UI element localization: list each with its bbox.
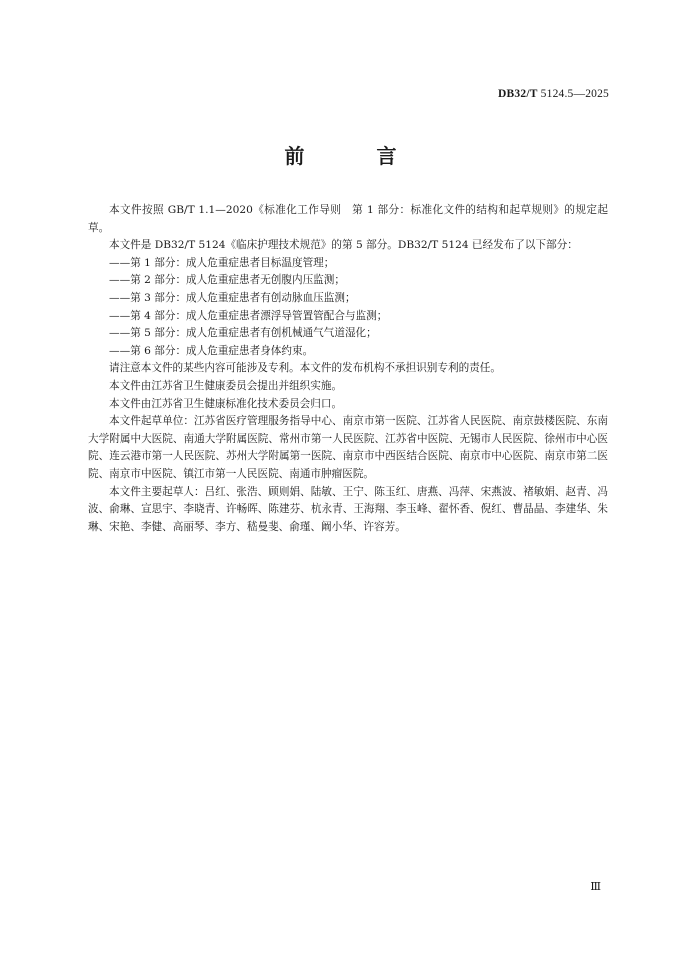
paragraph-drafters: 本文件主要起草人：吕红、张浩、顾则娟、陆敏、王宁、陈玉红、唐燕、冯萍、宋燕波、褚敏娟、赵青、冯波、俞琳、宣思宇、李晓青、许畅晖、陈建芬、杭永青、王海翔、李玉峰、翟怀香、倪红、曹晶晶、李建华、朱琳、宋艳、李健、高丽琴、李方、嵇曼斐、俞瑾、阚小华、许容芳。 (88, 485, 608, 533)
paragraph-technical-committee: 本文件由江苏省卫生健康标准化技术委员会归口。 (109, 397, 343, 410)
paragraph-drafting-basis: 本文件按照 GB/T 1.1—2020《标准化工作导则 第 1 部分：标准化文件的结构和起草规则》的规定起草。 (88, 204, 608, 234)
document-code-number: 5124.5—2025 (540, 88, 609, 100)
part-list-item: ——第 1 部分：成人危重症患者目标温度管理； (109, 256, 335, 269)
paragraph-proposer: 本文件由江苏省卫生健康委员会提出并组织实施。 (109, 379, 343, 392)
page-number: Ⅲ (590, 881, 601, 893)
part-list-item: ——第 5 部分：成人危重症患者有创机械通气气道湿化； (109, 327, 377, 340)
part-list-item: ——第 3 部分：成人危重症患者有创动脉血压监测； (109, 291, 356, 304)
page-title: 前 言 (284, 144, 423, 168)
document-code (498, 88, 609, 100)
part-list-item: ——第 2 部分：成人危重症患者无创腹内压监测； (109, 274, 345, 287)
document-code-prefix: DB32/T (498, 88, 538, 100)
paragraph-drafting-units: 本文件起草单位：江苏省医疗管理服务指导中心、南京市第一医院、江苏省人民医院、南京鼓楼医院、东南大学附属中大医院、南通大学附属医院、常州市第一人民医院、江苏省中医院、无锡市人民医院、徐州市中心医院、连云港市第一人民医院、苏州大学附属第一医院、南京市中西医结合医院、南京市中心医院、南京市第二医院、南京市中医院、镇江市第一人民医院、南通市肿瘤医院。 (88, 415, 608, 480)
foreword-body (88, 202, 608, 536)
paragraph-patent-notice: 请注意本文件的某些内容可能涉及专利。本文件的发布机构不承担识别专利的责任。 (109, 362, 501, 375)
paragraph-series-intro: 本文件是 DB32/T 5124《临床护理技术规范》的第 5 部分。DB32/T 5124 已经发布了以下部分： (109, 239, 578, 252)
part-list-item: ——第 6 部分：成人危重症患者身体约束。 (109, 344, 314, 357)
part-list-item: ——第 4 部分：成人危重症患者漂浮导管置管配合与监测； (109, 309, 388, 322)
